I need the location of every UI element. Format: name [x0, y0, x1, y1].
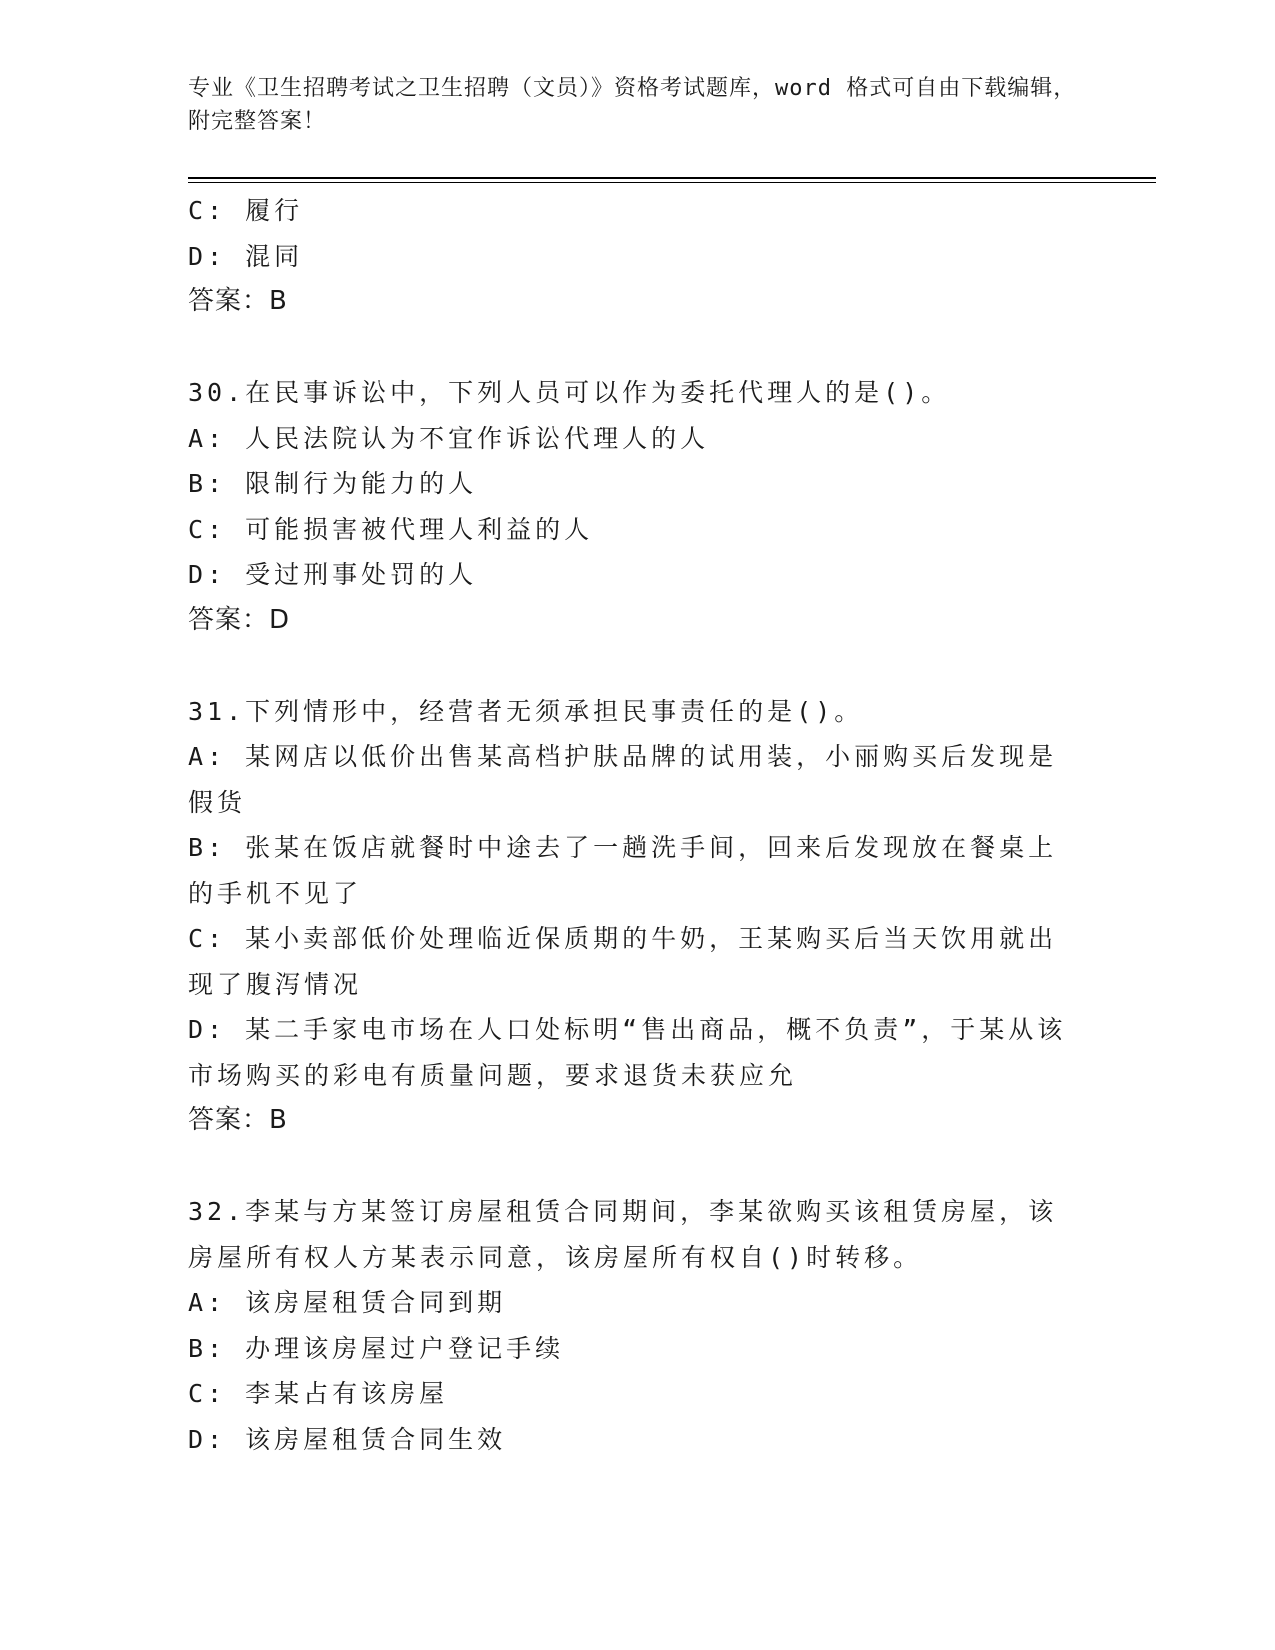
document-body: [188, 188, 1078, 1462]
option-c: C: 履行: [188, 196, 304, 225]
spacer: [188, 325, 1078, 371]
question-32: [188, 1189, 1078, 1462]
option-d: D: 该房屋租赁合同生效: [188, 1424, 507, 1454]
question-stem: 32.李某与方某签订房屋租赁合同期间，李某欲购买该租赁房屋，该房屋所有权人方某表示同意，该房屋所有权自()时转移。: [188, 1197, 1058, 1272]
question-stem: 30.在民事诉讼中，下列人员可以作为委托代理人的是()。: [188, 378, 951, 407]
question-stem: 31.下列情形中，经营者无须承担民事责任的是()。: [188, 696, 864, 726]
answer: 答案：B: [188, 1105, 288, 1135]
document-header: [188, 72, 1088, 138]
question-31: [188, 689, 1078, 1144]
option-c: C: 某小卖部低价处理临近保质期的牛奶，王某购买后当天饮用就出现了腹泻情况: [188, 924, 1058, 999]
question-30: [188, 370, 1078, 643]
answer: 答案：D: [188, 604, 291, 635]
option-b: B: 张某在饭店就餐时中途去了一趟洗手间，回来后发现放在餐桌上的手机不见了: [188, 833, 1058, 908]
option-a: A: 人民法院认为不宜作诉讼代理人的人: [188, 423, 710, 453]
question-29-continued: [188, 188, 1078, 325]
option-a: A: 某网店以低价出售某高档护肤品牌的试用装，小丽购买后发现是假货: [188, 742, 1058, 817]
spacer: [188, 643, 1078, 689]
option-d: D: 某二手家电市场在人口处标明“售出商品，概不负责”，于某从该市场购买的彩电有质量问题，要求退货未获应允: [188, 1015, 1067, 1090]
spacer: [188, 1144, 1078, 1190]
option-b: B: 办理该房屋过户登记手续: [188, 1333, 565, 1363]
option-c: C: 可能损害被代理人利益的人: [188, 514, 594, 544]
option-b: B: 限制行为能力的人: [188, 469, 478, 498]
option-d: D: 混同: [188, 241, 304, 271]
header-text: 专业《卫生招聘考试之卫生招聘（文员）》资格考试题库，word 格式可自由下载编辑，附完整答案！: [188, 76, 1077, 134]
option-a: A: 该房屋租赁合同到期: [188, 1288, 507, 1317]
option-c: C: 李某占有该房屋: [188, 1379, 449, 1408]
header-rule-thick: [188, 177, 1156, 179]
answer: 答案：B: [188, 286, 288, 316]
header-rule-thin: [188, 182, 1156, 183]
option-d: D: 受过刑事处罚的人: [188, 560, 478, 589]
